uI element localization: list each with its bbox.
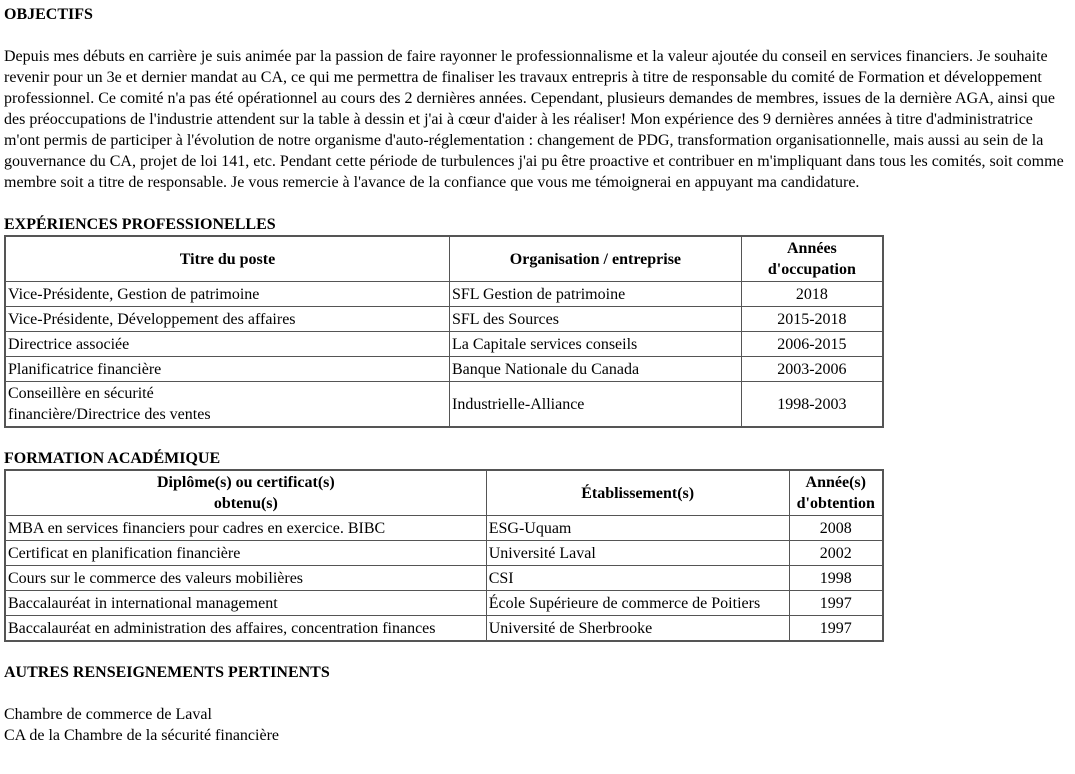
organisation-cell: Industrielle-Alliance — [450, 382, 742, 428]
table-row — [5, 357, 883, 382]
annee-cell: 1997 — [789, 616, 883, 642]
annees-cell: 2015-2018 — [741, 307, 883, 332]
organisation-cell: SFL Gestion de patrimoine — [450, 282, 742, 307]
etablissement-cell: École Supérieure de commerce de Poitiers — [486, 591, 789, 616]
header-diplome: Diplôme(s) ou certificat(s) obtenu(s) — [5, 470, 486, 516]
table-row — [5, 332, 883, 357]
etablissement-cell: CSI — [486, 566, 789, 591]
diplome-cell: Baccalauréat en administration des affaires, concentration finances — [5, 616, 486, 642]
table-row — [5, 566, 883, 591]
header-titre-poste: Titre du poste — [5, 236, 450, 282]
annees-cell: 2018 — [741, 282, 883, 307]
formation-heading: FORMATION ACADÉMIQUE — [4, 450, 221, 467]
autres-heading: AUTRES RENSEIGNEMENTS PERTINENTS — [4, 664, 330, 681]
table-row — [5, 516, 883, 541]
list-item: CA de la Chambre de la sécurité financière — [4, 727, 279, 744]
header-annees-occupation: Années d'occupation — [741, 236, 883, 282]
etablissement-cell: Université Laval — [486, 541, 789, 566]
poste-cell: Vice-Présidente, Gestion de patrimoine — [5, 282, 450, 307]
header-organisation: Organisation / entreprise — [450, 236, 742, 282]
annee-cell: 1998 — [789, 566, 883, 591]
organisation-cell: SFL des Sources — [450, 307, 742, 332]
objectifs-paragraph: Depuis mes débuts en carrière je suis animée par la passion de faire rayonner le professionnalisme et la valeur ajoutée du conseil en services financiers. Je souhaite revenir pour un 3e et dernier mandat au CA, ce qui me permettra de finaliser les travaux entrepris à titre de responsable du comité de Formation et développement professionnel. Ce comité n'a pas été opérationnel au cours des 2 dernières années. Cependant, plusieurs demandes de membres, issues de la dernière AGA, ainsi que des préoccupations de l'industrie attendent sur la table à dessin et j'ai à cœur d'aider à les réaliser! Mon expérience des 9 dernières années à titre d'administratrice m'ont permis de participer à l'évolution de notre organisme d'auto-réglementation : changement de PDG, transformation organisationnelle, mais aussi au sein de la gouvernance du CA, projet de loi 141, etc. Pendant cette période de turbulences j'ai pu être proactive et contribuer en m'impliquant dans tous les comités, soit comme membre soit a titre de responsable. Je vous remercie à l'avance de la confiance que vous me témoignerai en appuyant ma candidature. — [4, 48, 1064, 191]
organisation-cell: Banque Nationale du Canada — [450, 357, 742, 382]
etablissement-cell: ESG-Uquam — [486, 516, 789, 541]
header-etablissement: Établissement(s) — [486, 470, 789, 516]
poste-cell: Directrice associée — [5, 332, 450, 357]
table-row — [5, 382, 883, 428]
annees-cell: 1998-2003 — [741, 382, 883, 428]
annee-cell: 2002 — [789, 541, 883, 566]
annee-cell: 1997 — [789, 591, 883, 616]
annees-cell: 2006-2015 — [741, 332, 883, 357]
table-row — [5, 591, 883, 616]
diplome-cell: Baccalauréat in international management — [5, 591, 486, 616]
poste-cell: Vice-Présidente, Développement des affaires — [5, 307, 450, 332]
poste-cell: Conseillère en sécurité financière/Directrice des ventes — [5, 382, 450, 428]
poste-cell: Planificatrice financière — [5, 357, 450, 382]
autres-list — [4, 704, 1074, 746]
header-annee-obtention: Année(s) d'obtention — [789, 470, 883, 516]
annee-cell: 2008 — [789, 516, 883, 541]
table-row — [5, 282, 883, 307]
table-row — [5, 616, 883, 642]
diplome-cell: MBA en services financiers pour cadres en exercice. BIBC — [5, 516, 486, 541]
experiences-table — [4, 235, 884, 428]
table-row — [5, 307, 883, 332]
formation-header-row — [5, 470, 883, 516]
list-item: Chambre de commerce de Laval — [4, 706, 212, 723]
formation-table — [4, 469, 884, 642]
etablissement-cell: Université de Sherbrooke — [486, 616, 789, 642]
diplome-cell: Certificat en planification financière — [5, 541, 486, 566]
table-row — [5, 541, 883, 566]
annees-cell: 2003-2006 — [741, 357, 883, 382]
organisation-cell: La Capitale services conseils — [450, 332, 742, 357]
experiences-header-row — [5, 236, 883, 282]
objectifs-heading: OBJECTIFS — [4, 6, 93, 23]
diplome-cell: Cours sur le commerce des valeurs mobilières — [5, 566, 486, 591]
experiences-heading: EXPÉRIENCES PROFESSIONELLES — [4, 216, 276, 233]
